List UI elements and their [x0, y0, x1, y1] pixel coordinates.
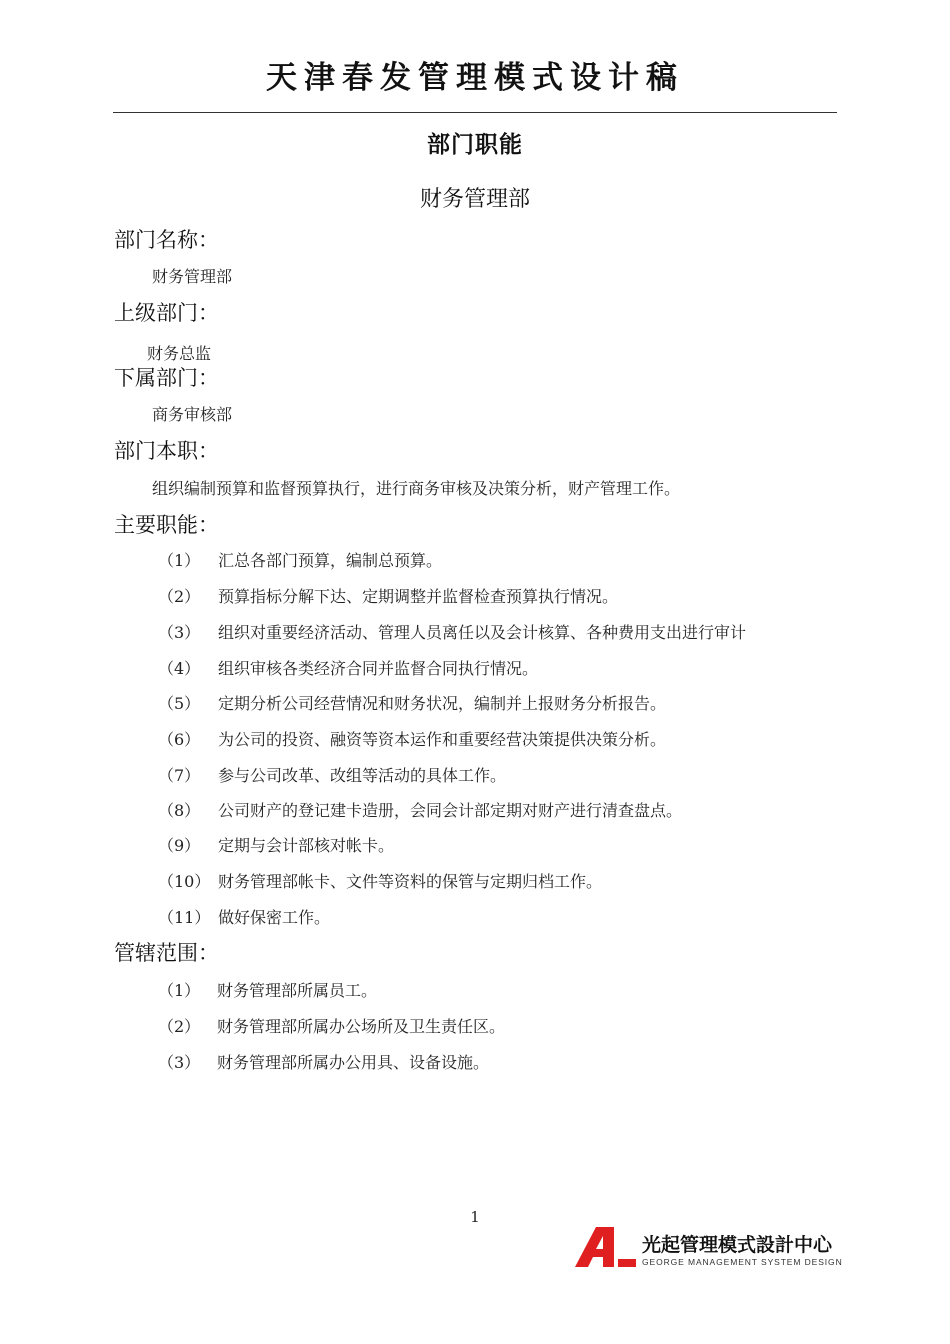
- subordinate-heading: 下属部门：: [114, 366, 219, 390]
- functions-heading: 主要职能：: [114, 513, 219, 537]
- function-number: （4）: [158, 659, 201, 678]
- scope-number: （3）: [158, 1053, 201, 1072]
- function-number: （11）: [158, 908, 211, 927]
- function-number: （7）: [158, 766, 201, 785]
- logo-a-icon: [574, 1226, 636, 1268]
- function-number: （8）: [158, 801, 201, 820]
- function-item: 参与公司改革、改组等活动的具体工作。: [218, 766, 507, 785]
- scope-number: （2）: [158, 1017, 201, 1036]
- dept-name-value: 财务管理部: [152, 267, 233, 286]
- function-item: 预算指标分解下达、定期调整并监督检查预算执行情况。: [218, 587, 619, 606]
- function-item: 财务管理部帐卡、文件等资料的保管与定期归档工作。: [218, 872, 603, 891]
- dept-name-heading: 部门名称：: [114, 228, 219, 252]
- scope-item: 财务管理部所属员工。: [217, 981, 378, 1000]
- department-title: 财务管理部: [419, 187, 530, 212]
- scope-number: （1）: [158, 981, 201, 1000]
- function-number: （5）: [158, 694, 201, 713]
- document-header-title: 天津春发管理模式设计稿: [266, 60, 684, 96]
- scope-item: 财务管理部所属办公用具、设备设施。: [217, 1053, 490, 1072]
- header-divider: [113, 112, 837, 113]
- superior-heading: 上级部门：: [114, 301, 219, 325]
- section-title: 部门职能: [427, 132, 523, 158]
- function-number: （9）: [158, 836, 201, 855]
- function-number: （6）: [158, 730, 201, 749]
- logo-chinese-text: 光起管理模式設計中心: [642, 1234, 833, 1256]
- function-item: 为公司的投资、融资等资本运作和重要经营决策提供决策分析。: [218, 730, 667, 749]
- footer-logo: [574, 1226, 843, 1272]
- subordinate-value: 商务审核部: [152, 405, 233, 424]
- function-item: 组织审核各类经济合同并监督合同执行情况。: [218, 659, 539, 678]
- scope-item: 财务管理部所属办公场所及卫生责任区。: [217, 1017, 506, 1036]
- duty-heading: 部门本职：: [114, 439, 219, 463]
- function-item: 定期与会计部核对帐卡。: [218, 836, 395, 855]
- function-number: （2）: [158, 587, 201, 606]
- scope-heading: 管辖范围：: [114, 941, 219, 965]
- page-number: 1: [470, 1208, 480, 1226]
- logo-english-text: GEORGE MANAGEMENT SYSTEM DESIGN: [642, 1257, 843, 1267]
- function-item: 汇总各部门预算，编制总预算。: [218, 551, 443, 570]
- function-number: （1）: [158, 551, 201, 570]
- function-item: 定期分析公司经营情况和财务状况，编制并上报财务分析报告。: [218, 694, 667, 713]
- function-item: 组织对重要经济活动、管理人员离任以及会计核算、各种费用支出进行审计: [218, 623, 747, 642]
- superior-value: 财务总监: [147, 344, 212, 363]
- function-number: （10）: [158, 872, 211, 891]
- function-number: （3）: [158, 623, 201, 642]
- function-item: 公司财产的登记建卡造册，会同会计部定期对财产进行清查盘点。: [218, 801, 683, 820]
- function-item: 做好保密工作。: [218, 908, 331, 927]
- duty-value: 组织编制预算和监督预算执行，进行商务审核及决策分析，财产管理工作。: [152, 479, 681, 498]
